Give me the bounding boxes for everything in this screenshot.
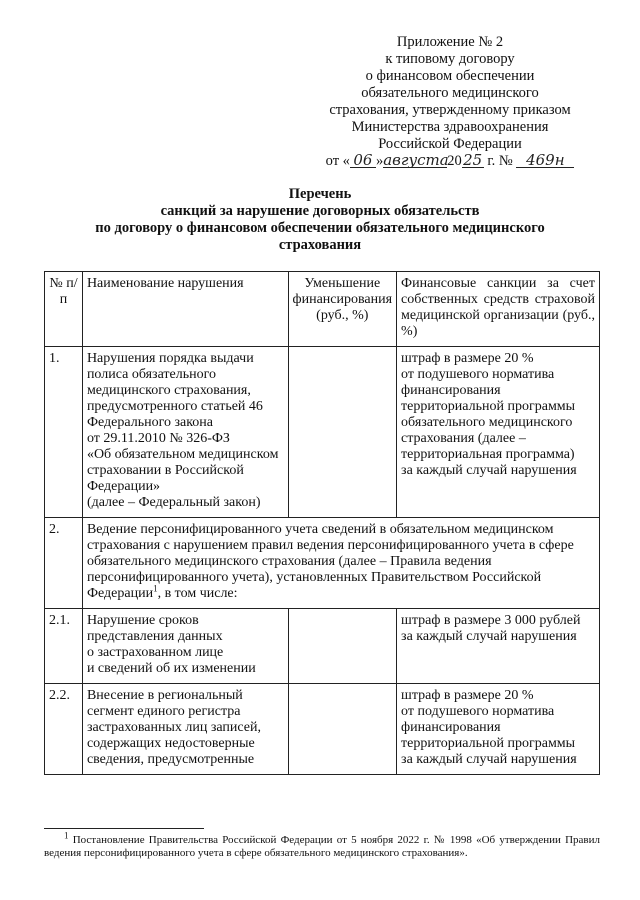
handwritten-order-number: 469н bbox=[516, 153, 574, 168]
sanctions-table bbox=[44, 271, 600, 775]
appendix-line: страхования, утвержденному приказом bbox=[329, 102, 571, 118]
quote-close: » bbox=[375, 153, 384, 169]
header-reduction: Уменьшение финансирования (руб., %) bbox=[288, 272, 397, 347]
document-title bbox=[40, 186, 600, 254]
table-row bbox=[45, 347, 600, 518]
row-section-text bbox=[82, 518, 599, 609]
footnote-text: Постановление Правительства Российской Федерации от 5 ноября 2022 г. № 1998 «Об утверждении Правил ведения персонифицированного учета в сфере обязательного медицинского страхования». bbox=[44, 834, 600, 859]
appendix-line: Российской Федерации bbox=[378, 136, 522, 152]
row-violation: Нарушение сроков представления данных о застрахованном лице и сведений об их изменении bbox=[82, 609, 288, 684]
handwritten-year: 25 bbox=[463, 151, 483, 169]
header-num: № п/п bbox=[45, 272, 83, 347]
header-fin-sanctions: Финансовые санкции за счет собственных средств страховой медицинской организации (руб., %) bbox=[397, 272, 600, 347]
row-sanction: штраф в размере 20 % от подушевого норматива финансирования территориальной программы обязательного медицинского страхования (далее – территориальная программа) за каждый случай нарушения bbox=[397, 347, 600, 518]
row-num: 1. bbox=[45, 347, 83, 518]
table-header-row bbox=[45, 272, 600, 347]
appendix-line: Приложение № 2 bbox=[396, 34, 504, 50]
appendix-line: Министерства здравоохранения bbox=[351, 119, 549, 135]
row-violation: Нарушения порядка выдачи полиса обязательного медицинского страхования, предусмотренного статьей 46 Федерального закона от 29.11.2010 № 326-ФЗ «Об обязательном медицинском страховании в Российской Федерации» (далее – Федеральный закон) bbox=[82, 347, 288, 518]
year-label: г. № bbox=[483, 153, 517, 169]
row-reduction bbox=[288, 347, 397, 518]
row-sanction: штраф в размере 3 000 рублей за каждый случай нарушения bbox=[397, 609, 600, 684]
title-line: страхования bbox=[278, 237, 362, 253]
appendix-line: обязательного медицинского bbox=[361, 85, 539, 101]
handwritten-month: августа bbox=[383, 151, 449, 169]
table-row bbox=[45, 609, 600, 684]
row-num: 2.2. bbox=[45, 684, 83, 775]
appendix-header bbox=[300, 34, 600, 170]
appendix-line: к типовому договору bbox=[385, 51, 515, 67]
handwritten-day: 06 bbox=[350, 153, 376, 168]
row-reduction bbox=[288, 609, 397, 684]
date-prefix: от « bbox=[325, 153, 350, 169]
header-name: Наименование нарушения bbox=[82, 272, 288, 347]
row-violation: Внесение в региональный сегмент единого регистра застрахованных лиц записей, содержащих недостоверные сведения, предусмотренные bbox=[82, 684, 288, 775]
row-reduction bbox=[288, 684, 397, 775]
title-line: Перечень bbox=[288, 186, 352, 202]
title-line: санкций за нарушение договорных обязательств bbox=[160, 203, 480, 219]
year-prefix: 20 bbox=[447, 153, 462, 169]
section-text-end: , в том числе: bbox=[157, 586, 238, 601]
appendix-line: о финансовом обеспечении bbox=[365, 68, 535, 84]
table-row bbox=[45, 684, 600, 775]
footnote-mark: 1 bbox=[64, 830, 69, 841]
row-sanction: штраф в размере 20 % от подушевого норматива финансирования территориальной программы за каждый случай нарушения bbox=[397, 684, 600, 775]
footnote-divider bbox=[44, 828, 204, 829]
section-text: Ведение персонифицированного учета сведений в обязательном медицинском страхования с нарушением правил ведения персонифицированного учета в сфере обязательного медицинского страхования (далее – Правила ведения персонифицированного учета), установленных Правительством Российской Федерации bbox=[86, 522, 574, 601]
row-num: 2. bbox=[45, 518, 83, 609]
order-date-line bbox=[300, 153, 600, 170]
table-row bbox=[45, 518, 600, 609]
row-num: 2.1. bbox=[45, 609, 83, 684]
footnote bbox=[44, 830, 600, 860]
title-line: по договору о финансовом обеспечении обязательного медицинского bbox=[95, 220, 545, 236]
footnote-ref: 1 bbox=[153, 583, 158, 594]
